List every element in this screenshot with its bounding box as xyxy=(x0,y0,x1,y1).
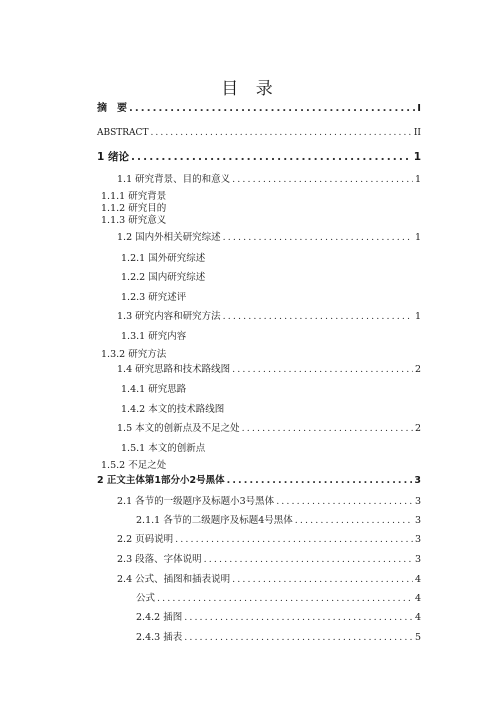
toc-entry-page: 3 xyxy=(414,475,421,486)
toc-entry-page: 4 xyxy=(414,574,421,585)
toc-entry-1-2-1[interactable]: 1.2.1 国外研究综述 xyxy=(121,253,206,264)
toc-entry-2-4-1[interactable] xyxy=(136,593,421,605)
toc-leader xyxy=(184,632,413,644)
toc-leader xyxy=(242,423,413,435)
toc-entry-label: 1.1 研究背景、目的和意义 xyxy=(117,174,231,185)
toc-entry-page: 5 xyxy=(414,632,421,643)
toc-entry-page: 2 xyxy=(414,423,421,434)
toc-leader xyxy=(223,311,413,323)
toc-entry-label: 1.2 国内外相关研究综述 xyxy=(117,232,221,243)
toc-entry-page: 3 xyxy=(414,534,421,545)
toc-entry-label: 2.4.3 插表 xyxy=(136,632,183,643)
toc-entry-2-2[interactable] xyxy=(117,534,421,546)
toc-leader xyxy=(232,574,413,586)
toc-entry-1-4[interactable] xyxy=(117,364,421,376)
toc-entry-label: 2.1.1 各节的二级题序及标题4号黑体 xyxy=(136,515,293,526)
toc-entry-1-4-1[interactable]: 1.4.1 研究思路 xyxy=(121,384,187,395)
toc-entry-2-4-2[interactable] xyxy=(136,612,421,624)
toc-entry-label: 2.4 公式、插图和插表说明 xyxy=(117,574,231,585)
toc-entry-2-3[interactable] xyxy=(117,554,421,566)
toc-entry-1-3-1[interactable]: 1.3.1 研究内容 xyxy=(121,331,187,342)
toc-entry-page: 1 xyxy=(414,174,421,185)
toc-entry-2-4-3[interactable] xyxy=(136,632,421,644)
toc-entry-1-1-1[interactable]: 1.1.1 研究背景 xyxy=(101,191,167,202)
toc-leader xyxy=(204,554,413,566)
toc-entry-page: 1 xyxy=(414,232,421,243)
toc-entry-1-5-1[interactable]: 1.5.1 本文的创新点 xyxy=(121,443,206,454)
toc-entry-page: 2 xyxy=(414,364,421,375)
toc-entry-chapter-2[interactable] xyxy=(97,475,421,487)
toc-leader xyxy=(157,593,413,605)
toc-entry-2-1[interactable] xyxy=(117,496,421,508)
toc-leader xyxy=(232,174,413,186)
toc-leader xyxy=(150,127,411,139)
toc-entry-page: 4 xyxy=(414,612,421,623)
toc-entry-page: 3 xyxy=(414,554,421,565)
toc-entry-1-2[interactable] xyxy=(117,232,421,244)
toc-entry-label: 公式 xyxy=(136,593,156,604)
toc-leader xyxy=(295,515,413,527)
toc-leader xyxy=(184,612,413,624)
toc-entry-1-5[interactable] xyxy=(117,423,421,435)
toc-leader xyxy=(227,475,413,487)
toc-entry-2-1-1[interactable] xyxy=(136,515,421,527)
toc-entry-1-5-2[interactable]: 1.5.2 不足之处 xyxy=(101,460,167,471)
toc-entry-1-2-2[interactable]: 1.2.2 国内研究综述 xyxy=(121,272,206,283)
toc-entry-page: 1 xyxy=(413,151,421,163)
toc-entry-1-3-2[interactable]: 1.3.2 研究方法 xyxy=(101,349,167,360)
toc-entry-label: 2.3 段落、字体说明 xyxy=(117,554,202,565)
toc-entry-page: II xyxy=(413,128,421,138)
toc-entry-label: 1.5 本文的创新点及不足之处 xyxy=(117,423,240,434)
toc-entry-1-3[interactable] xyxy=(117,311,421,323)
toc-title: 目 录 xyxy=(221,79,279,99)
toc-leader xyxy=(232,364,413,376)
toc-entry-1-2-3[interactable]: 1.2.3 研究述评 xyxy=(121,292,187,303)
toc-entry-page: 4 xyxy=(414,593,421,604)
toc-leader xyxy=(175,534,413,546)
toc-entry-abstract-en[interactable] xyxy=(97,127,421,139)
toc-entry-1-1-3[interactable]: 1.1.3 研究意义 xyxy=(101,215,167,226)
toc-entry-label: 1.3 研究内容和研究方法 xyxy=(117,311,221,322)
toc-entry-1-1-2[interactable]: 1.1.2 研究目的 xyxy=(101,203,167,214)
toc-entry-page: 1 xyxy=(414,311,421,322)
toc-leader xyxy=(276,496,413,508)
toc-entry-page: 3 xyxy=(414,515,421,526)
toc-leader xyxy=(129,103,415,115)
toc-entry-label: 2.2 页码说明 xyxy=(117,534,174,545)
toc-leader xyxy=(223,232,413,244)
toc-entry-label: ABSTRACT xyxy=(97,128,149,138)
toc-entry-1-1[interactable] xyxy=(117,174,421,186)
toc-leader xyxy=(131,151,412,163)
toc-entry-chapter-1[interactable] xyxy=(97,151,421,163)
toc-entry-2-4[interactable] xyxy=(117,574,421,586)
toc-entry-label: 1 绪论 xyxy=(97,151,129,163)
toc-entry-abstract-cn[interactable] xyxy=(97,103,421,115)
toc-entry-page: I xyxy=(417,103,421,114)
toc-entry-label: 2.1 各节的一级题序及标题小3号黑体 xyxy=(117,496,275,507)
toc-entry-label: 2 正文主体第1部分小2号黑体 xyxy=(97,475,225,486)
toc-entry-label: 摘 要 xyxy=(97,103,127,114)
toc-entry-label: 2.4.2 插图 xyxy=(136,612,183,623)
toc-entry-1-4-2[interactable]: 1.4.2 本文的技术路线图 xyxy=(121,404,225,415)
toc-entry-label: 1.4 研究思路和技术路线图 xyxy=(117,364,231,375)
toc-entry-page: 3 xyxy=(414,496,421,507)
